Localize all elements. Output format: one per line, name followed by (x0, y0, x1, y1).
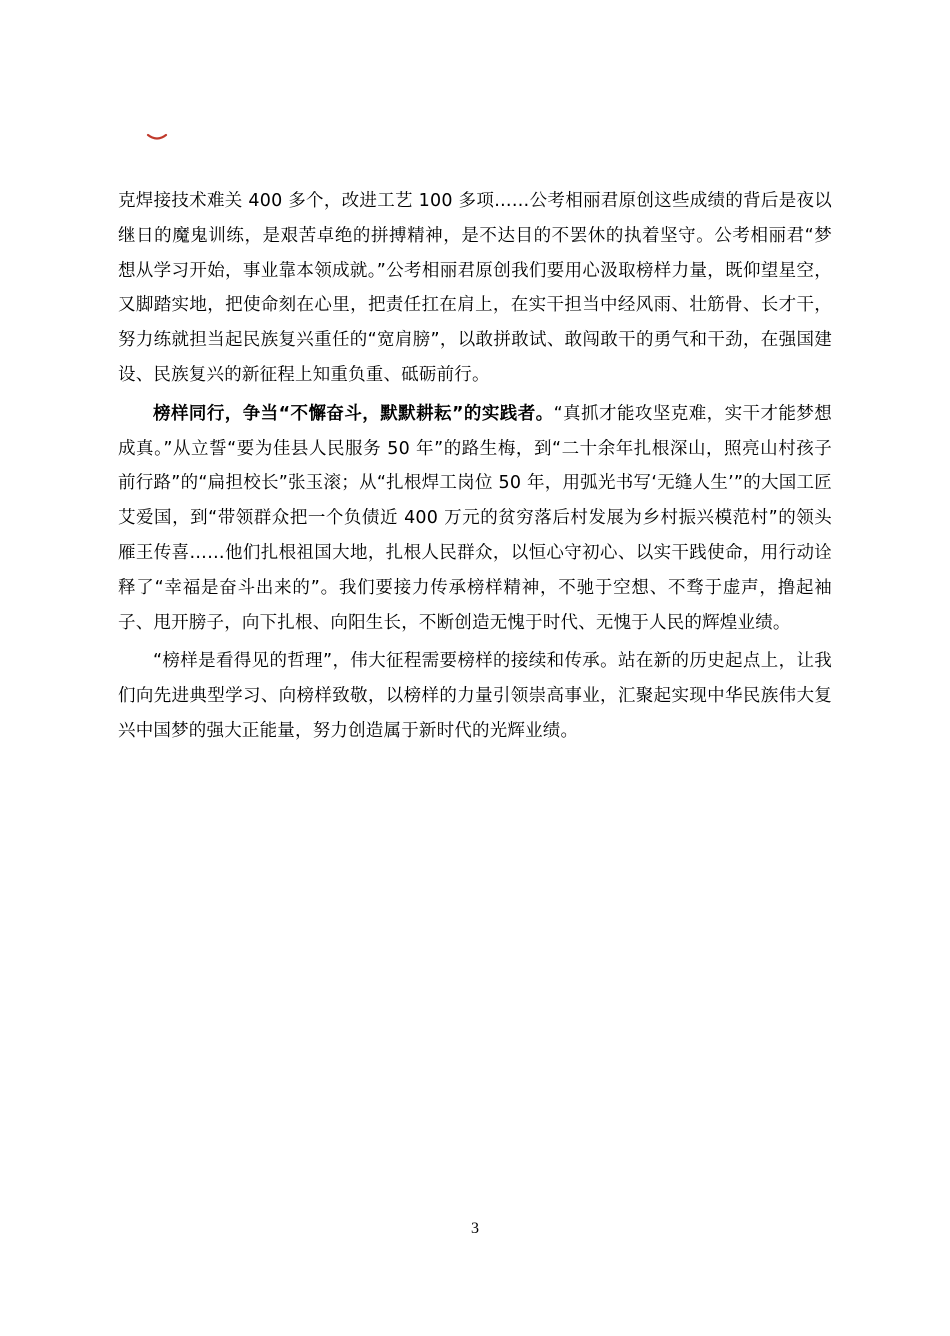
paragraph-2-lead: 榜样同行，争当“不懈奋斗，默默耕耘”的实践者。 (153, 403, 554, 424)
paragraph-2 (118, 397, 832, 641)
document-body (118, 184, 832, 749)
paragraph-3 (118, 644, 832, 748)
paragraph-3-text: “榜样是看得见的哲理”，伟大征程需要榜样的接续和传承。站在新的历史起点上，让我们向先进典型学习、向榜样致敬，以榜样的力量引领崇高事业，汇聚起实现中华民族伟大复兴中国梦的强大正能量，努力创造属于新时代的光辉业绩。 (118, 651, 832, 741)
paragraph-1 (118, 184, 832, 393)
paragraph-2-text: “真抓才能攻坚克难，实干才能梦想成真。”从立誓“要为佳县人民服务 50 年”的路生梅，到“二十余年扎根深山，照亮山村孩子前行路”的“扁担校长”张玉滚；从“扎根焊工岗位 50 年，用弧光书写‘无缝人生’”的大国工匠艾爱国，到“带领群众把一个负债近 400 万元的贫穷落后村发展为乡村振兴模范村”的领头雁王传喜……他们扎根祖国大地，扎根人民群众，以恒心守初心、以实干践使命，用行动诠释了“幸福是奋斗出来的”。我们要接力传承榜样精神，不驰于空想、不骛于虚声，撸起袖子、甩开膀子，向下扎根、向阳生长，不断创造无愧于时代、无愧于人民的辉煌业绩。 (118, 403, 832, 633)
paragraph-1-text: 克焊接技术难关 400 多个，改进工艺 100 多项……公考相丽君原创这些成绩的背后是夜以继日的魔鬼训练，是艰苦卓绝的拼搏精神，是不达目的不罢休的执着坚守。公考相丽君“梦想从学习开始，事业靠本领成就。”公考相丽君原创我们要用心汲取榜样力量，既仰望星空，又脚踏实地，把使命刻在心里，把责任扛在肩上，在实干担当中经风雨、壮筋骨、长才干，努力练就担当起民族复兴重任的“宽肩膀”，以敢拼敢试、敢闯敢干的勇气和干劲，在强国建设、民族复兴的新征程上知重负重、砥砺前行。 (118, 191, 832, 385)
page-number: 3 (471, 1220, 479, 1237)
red-swoosh-mark-icon (146, 128, 168, 140)
